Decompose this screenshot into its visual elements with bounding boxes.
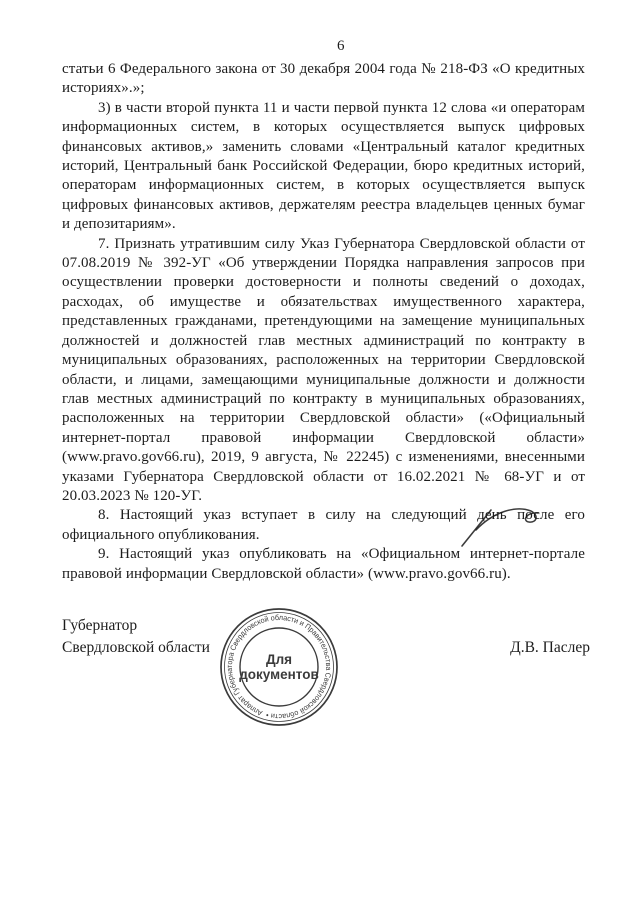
stamp-center-line1: Для <box>265 652 293 667</box>
signature-block <box>62 615 590 659</box>
signatory-name: Д.В. Паслер <box>510 639 590 656</box>
document-body <box>62 60 585 584</box>
stamp-center-line2: документов <box>239 667 319 682</box>
stamp-ring-text: Аппарат Губернатора Свердловской области и Правительства Свердловской области • <box>224 612 334 722</box>
signatory-position-line1: Губернатор <box>62 617 138 634</box>
page-number: 6 <box>337 38 345 54</box>
body-paragraph: 8. Настоящий указ вступает в силу на следующий день после его официального опубликования. <box>62 507 585 543</box>
signatory-position-line2: Свердловской области <box>62 639 210 656</box>
body-paragraph: 9. Настоящий указ опубликовать на «Официальном интернет-портале правовой информации Свердловской области» (www.pravo.gov66.ru). <box>62 546 585 582</box>
body-paragraph: статьи 6 Федерального закона от 30 декабря 2004 года № 218-ФЗ «О кредитных историях».»; <box>62 61 585 97</box>
signatory-position <box>62 615 210 659</box>
body-paragraph: 3) в части второй пункта 11 и части первой пункта 12 слова «и операторам информационных систем, в которых осуществляется выпуск цифровых финансовых активов,» заменить словами «Центральный каталог кредитных историй, Центральный банк Российской Федерации, бюро кредитных историй, операторам информационных систем, в которых осуществляется выпуск цифровых финансовых активов, держателям реестра владельцев ценных бумаг и депозитариям». <box>62 99 585 233</box>
body-paragraph: 7. Признать утратившим силу Указ Губернатора Свердловской области от 07.08.2019 № 392-УГ «Об утверждении Порядка направления запросов при осуществлении проверки достоверности и полноты сведений о доходах, расходах, об имуществе и обязательствах имущественного характера, представленных гражданами, претендующими на замещение муниципальных должностей и должностей глав местных администраций по контракту в муниципальных образованиях, расположенных на территории Свердловской области, и лицами, замещающими муниципальные должности и должности глав местных администраций по контракту в муниципальных образованиях, расположенных на территории Свердловской области» («Официальный интернет-портал правовой информации Свердловской области» (www.pravo.gov66.ru), 2019, 9 августа, № 22245) с изменениями, внесенными указами Губернатора Свердловской области от 16.02.2021 № 68-УГ и от 20.03.2023 № 120-УГ. <box>62 235 585 504</box>
